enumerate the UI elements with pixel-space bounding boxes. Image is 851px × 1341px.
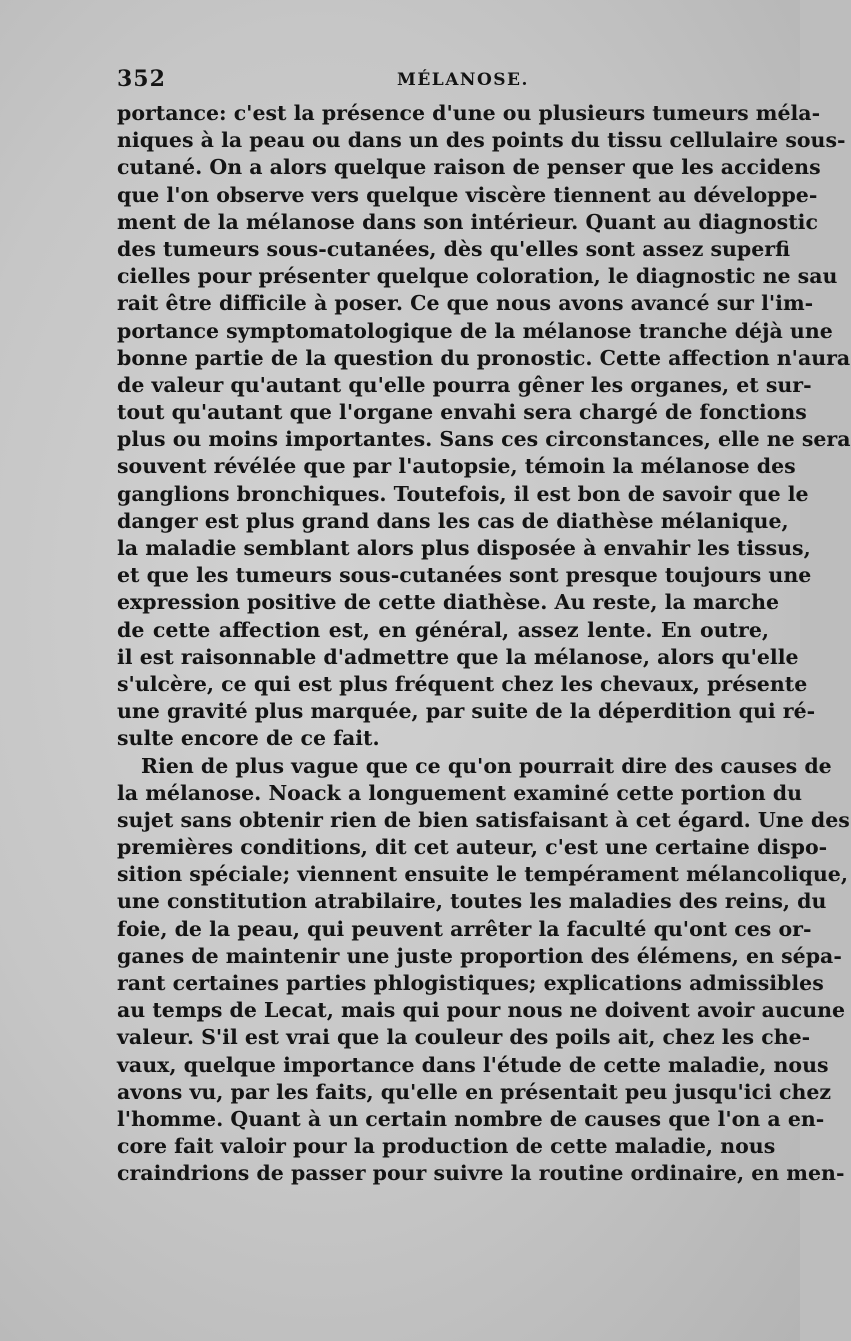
text-line: vaux, quelque importance dans l'étude de cette maladie, nous	[117, 1052, 829, 1077]
text-line: cielles pour présenter quelque coloration, le diagnostic ne sau	[117, 264, 838, 289]
text-line: premières conditions, dit cet auteur, c'est une certaine dispo-	[117, 835, 828, 860]
text-line: sujet sans obtenir rien de bien satisfaisant à cet égard. Une des	[117, 807, 850, 832]
text-line: danger est plus grand dans les cas de diathèse mélanique,	[117, 508, 789, 533]
text-line: s'ulcère, ce qui est plus fréquent chez les chevaux, présente	[117, 671, 808, 696]
text-line: une constitution atrabilaire, toutes les maladies des reins, du	[117, 889, 827, 914]
text-line: Rien de plus vague que ce qu'on pourrait dire des causes de	[141, 753, 832, 778]
text-line: souvent révélée que par l'autopsie, témoin la mélanose des	[117, 454, 796, 479]
text-line: avons vu, par les faits, qu'elle en présentait peu jusqu'ici chez	[117, 1079, 832, 1104]
text-line: portance symptomatologique de la mélanose tranche déjà une	[117, 318, 833, 343]
text-line: tout qu'autant que l'organe envahi sera chargé de fonctions	[117, 400, 807, 425]
text-line: plus ou moins importantes. Sans ces circonstances, elle ne sera	[117, 427, 851, 452]
page-number: 352	[117, 66, 166, 92]
text-line: rant certaines parties phlogistiques; explications admissibles	[117, 971, 824, 995]
text-line: et que les tumeurs sous-cutanées sont presque toujours une	[117, 563, 812, 588]
text-line: l'homme. Quant à un certain nombre de causes que l'on a en-	[117, 1106, 825, 1131]
text-line: ganes de maintenir une juste proportion des élémens, en sépa-	[117, 943, 842, 968]
text-line: cutané. On a alors quelque raison de penser que les accidens	[117, 155, 821, 180]
text-line: foie, de la peau, qui peuvent arrêter la faculté qu'ont ces or-	[117, 916, 812, 941]
text-line: sition spéciale; viennent ensuite le tempérament mélancolique,	[117, 862, 848, 887]
body-text	[117, 100, 851, 1188]
text-line: portance: c'est la présence d'une ou plusieurs tumeurs méla-	[117, 101, 821, 125]
text-line: ment de la mélanose dans son intérieur. Quant au diagnostic	[117, 209, 818, 234]
running-title: MÉLANOSE.	[397, 70, 529, 90]
text-line: craindrions de passer pour suivre la routine ordinaire, en men-	[117, 1161, 845, 1186]
text-line: il est raisonnable d'admettre que la mélanose, alors qu'elle	[117, 644, 799, 669]
text-line: la maladie semblant alors plus disposée à envahir les tissus,	[117, 536, 811, 560]
text-line: core fait valoir pour la production de cette maladie, nous	[117, 1134, 776, 1159]
text-line: au temps de Lecat, mais qui pour nous ne doivent avoir aucune	[117, 998, 846, 1023]
text-line: valeur. S'il est vrai que la couleur des poils ait, chez les che-	[117, 1025, 811, 1050]
text-line: une gravité plus marquée, par suite de la déperdition qui ré-	[117, 699, 816, 724]
text-line: ganglions bronchiques. Toutefois, il est bon de savoir que le	[117, 481, 809, 506]
text-line: la mélanose. Noack a longuement examiné cette portion du	[117, 780, 803, 805]
text-line: rait être difficile à poser. Ce que nous avons avancé sur l'im-	[117, 291, 814, 316]
text-line: sulte encore de ce fait.	[117, 726, 380, 751]
page-header	[117, 66, 777, 96]
text-line: que l'on observe vers quelque viscère tiennent au développe-	[117, 182, 818, 207]
text-line: de valeur qu'autant qu'elle pourra gêner les organes, et sur-	[117, 372, 812, 397]
text-line: des tumeurs sous-cutanées, dès qu'elles sont assez superfi	[117, 236, 791, 261]
text-line: expression positive de cette diathèse. Au reste, la marche	[117, 590, 780, 615]
text-line: bonne partie de la question du pronostic. Cette affection n'aura	[117, 345, 851, 370]
text-line: niques à la peau ou dans un des points du tissu cellulaire sous-	[117, 128, 846, 153]
text-line: de cette affection est, en général, assez lente. En outre,	[117, 617, 769, 642]
